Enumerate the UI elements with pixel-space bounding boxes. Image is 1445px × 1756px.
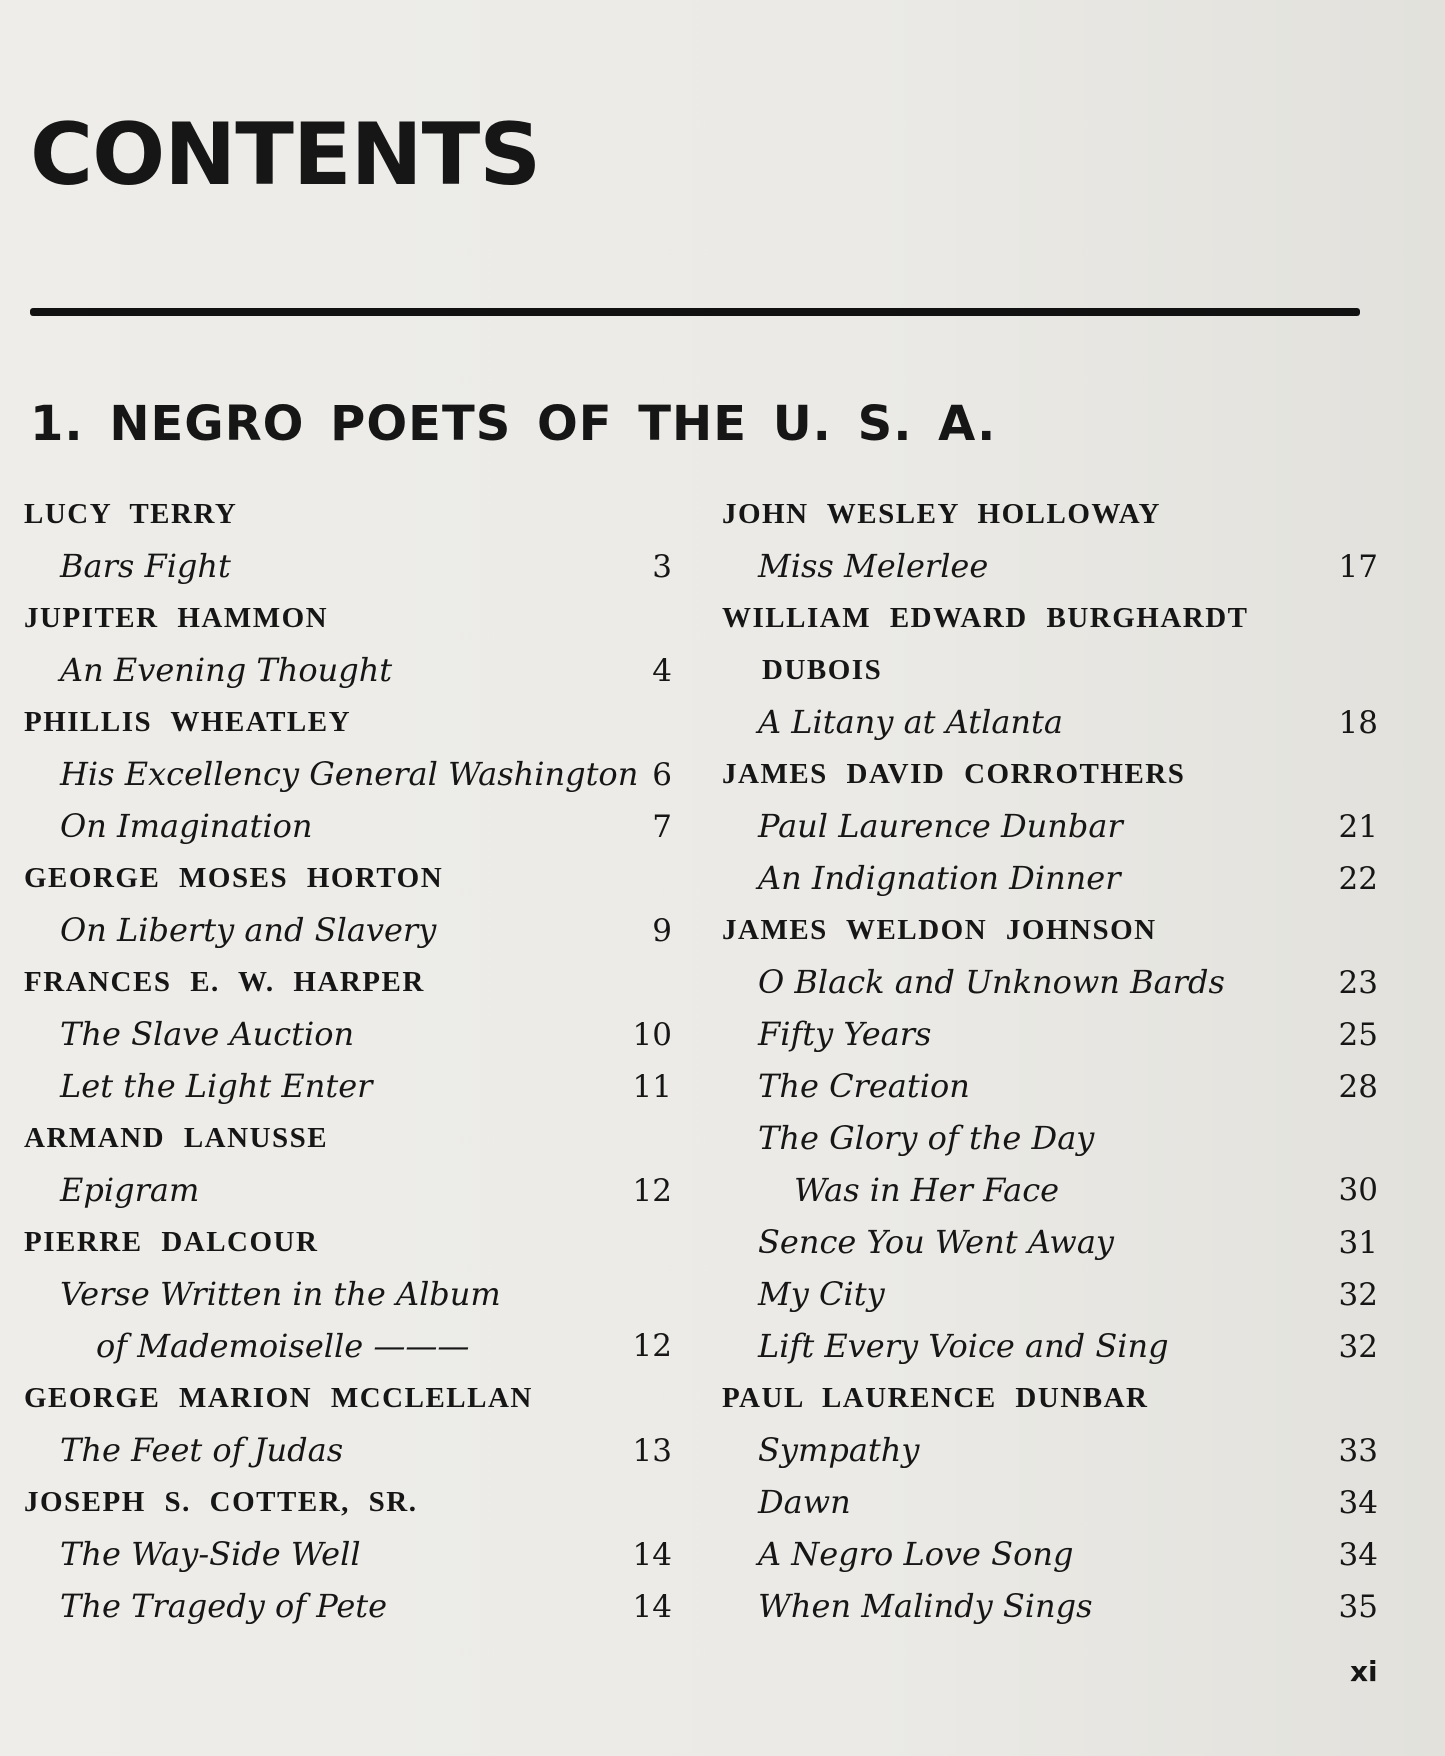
poem-title: An Indignation Dinner	[758, 859, 1121, 897]
poem-title: Miss Melerlee	[758, 547, 989, 585]
poem-title: A Litany at Atlanta	[758, 703, 1063, 741]
poem-title: On Liberty and Slavery	[60, 911, 437, 949]
poem-title: My City	[758, 1275, 885, 1313]
poem-title: His Excellency General Washington	[60, 755, 639, 793]
author-name	[722, 592, 1378, 696]
toc-entry[interactable]	[722, 1268, 1378, 1320]
poem-title: The Feet of Judas	[60, 1431, 344, 1469]
toc-entry[interactable]	[722, 1580, 1378, 1632]
poem-title-line2: Was in Her Face	[794, 1171, 1060, 1209]
page-number: 9	[652, 913, 672, 949]
toc-entry[interactable]	[24, 1424, 672, 1476]
page-folio: xi	[1350, 1655, 1378, 1688]
poem-title	[24, 1268, 501, 1372]
poem-title: Bars Fight	[60, 547, 231, 585]
author-name: PIERRE DALCOUR	[24, 1226, 319, 1258]
poem-title: On Imagination	[60, 807, 313, 845]
poem-title	[722, 1112, 1094, 1216]
author-name: ARMAND LANUSSE	[24, 1122, 329, 1154]
page-number: 11	[632, 1069, 672, 1105]
page-title: CONTENTS	[30, 105, 541, 205]
author-name: GEORGE MOSES HORTON	[24, 862, 444, 894]
toc-entry[interactable]	[722, 1528, 1378, 1580]
toc-entry[interactable]	[722, 696, 1378, 748]
author-name: JOHN WESLEY HOLLOWAY	[722, 498, 1161, 530]
contents-column-left	[24, 488, 672, 1632]
page-number: 10	[632, 1017, 672, 1053]
page-number: 17	[1338, 549, 1378, 585]
toc-entry[interactable]	[722, 800, 1378, 852]
toc-entry[interactable]	[722, 1216, 1378, 1268]
page-number: 7	[652, 809, 672, 845]
poem-title: Epigram	[60, 1171, 200, 1209]
poem-title: A Negro Love Song	[758, 1535, 1074, 1573]
poem-title: Let the Light Enter	[60, 1067, 373, 1105]
page-number: 13	[632, 1433, 672, 1469]
poem-title: The Tragedy of Pete	[60, 1587, 388, 1625]
page-number: 12	[632, 1328, 672, 1364]
poem-title: O Black and Unknown Bards	[758, 963, 1225, 1001]
poem-title: Sence You Went Away	[758, 1223, 1114, 1261]
poem-title: Fifty Years	[758, 1015, 932, 1053]
poem-title: The Slave Auction	[60, 1015, 355, 1053]
toc-entry[interactable]	[24, 1580, 672, 1632]
toc-entry[interactable]	[24, 644, 672, 696]
toc-entry[interactable]	[722, 1112, 1378, 1216]
author-name: PHILLIS WHEATLEY	[24, 706, 352, 738]
toc-entry[interactable]	[722, 540, 1378, 592]
toc-entry[interactable]	[722, 1476, 1378, 1528]
page-number: 33	[1338, 1433, 1378, 1469]
poem-title-line2: of Mademoiselle ———	[96, 1327, 470, 1365]
page-number: 3	[652, 549, 672, 585]
author-name-line1: WILLIAM EDWARD BURGHARDT	[722, 602, 1249, 634]
author-name: FRANCES E. W. HARPER	[24, 966, 425, 998]
toc-entry[interactable]	[24, 540, 672, 592]
page-number: 31	[1338, 1225, 1378, 1261]
toc-entry[interactable]	[722, 1424, 1378, 1476]
toc-entry[interactable]	[24, 1060, 672, 1112]
toc-entry[interactable]	[24, 748, 672, 800]
page-number: 34	[1338, 1537, 1378, 1573]
page-number: 35	[1338, 1589, 1378, 1625]
page-number: 22	[1338, 861, 1378, 897]
toc-entry[interactable]	[24, 1164, 672, 1216]
toc-entry[interactable]	[24, 1268, 672, 1372]
contents-column-right	[722, 488, 1378, 1632]
toc-entry[interactable]	[24, 1008, 672, 1060]
page-number: 32	[1338, 1277, 1378, 1313]
page-number: 4	[652, 653, 672, 689]
poem-title: When Malindy Sings	[758, 1587, 1093, 1625]
toc-entry[interactable]	[24, 904, 672, 956]
page-number: 21	[1338, 809, 1378, 845]
author-name: LUCY TERRY	[24, 498, 238, 530]
page-number: 25	[1338, 1017, 1378, 1053]
page-number: 23	[1338, 965, 1378, 1001]
page-number: 12	[632, 1173, 672, 1209]
poem-title: Paul Laurence Dunbar	[758, 807, 1123, 845]
section-title: 1. NEGRO POETS OF THE U. S. A.	[30, 396, 997, 452]
poem-title: Dawn	[758, 1483, 851, 1521]
page-number: 32	[1338, 1329, 1378, 1365]
page-number: 14	[632, 1537, 672, 1573]
toc-entry[interactable]	[722, 1060, 1378, 1112]
poem-title: An Evening Thought	[60, 651, 393, 689]
author-name: JAMES DAVID CORROTHERS	[722, 758, 1186, 790]
author-name: JOSEPH S. COTTER, SR.	[24, 1486, 418, 1518]
author-name: JUPITER HAMMON	[24, 602, 329, 634]
poem-title: Lift Every Voice and Sing	[758, 1327, 1169, 1365]
page-number: 14	[632, 1589, 672, 1625]
author-name: JAMES WELDON JOHNSON	[722, 914, 1157, 946]
poem-title: Sympathy	[758, 1431, 920, 1469]
poem-title-line1: Verse Written in the Album	[60, 1275, 501, 1313]
poem-title: The Way-Side Well	[60, 1535, 361, 1573]
author-name-line2: DUBOIS	[762, 654, 883, 686]
page-number: 28	[1338, 1069, 1378, 1105]
author-name: PAUL LAURENCE DUNBAR	[722, 1382, 1149, 1414]
poem-title-line1: The Glory of the Day	[758, 1119, 1095, 1157]
page-number: 30	[1338, 1172, 1378, 1208]
toc-entry[interactable]	[24, 800, 672, 852]
toc-entry[interactable]	[722, 956, 1378, 1008]
page-number: 34	[1338, 1485, 1378, 1521]
poem-title: The Creation	[758, 1067, 970, 1105]
page-number: 18	[1338, 705, 1378, 741]
toc-entry[interactable]	[722, 1320, 1378, 1372]
toc-entry[interactable]	[722, 852, 1378, 904]
toc-entry[interactable]	[722, 1008, 1378, 1060]
toc-entry[interactable]	[24, 1528, 672, 1580]
author-name: GEORGE MARION MCCLELLAN	[24, 1382, 533, 1414]
title-rule	[30, 308, 1360, 316]
page-number: 6	[652, 757, 672, 793]
